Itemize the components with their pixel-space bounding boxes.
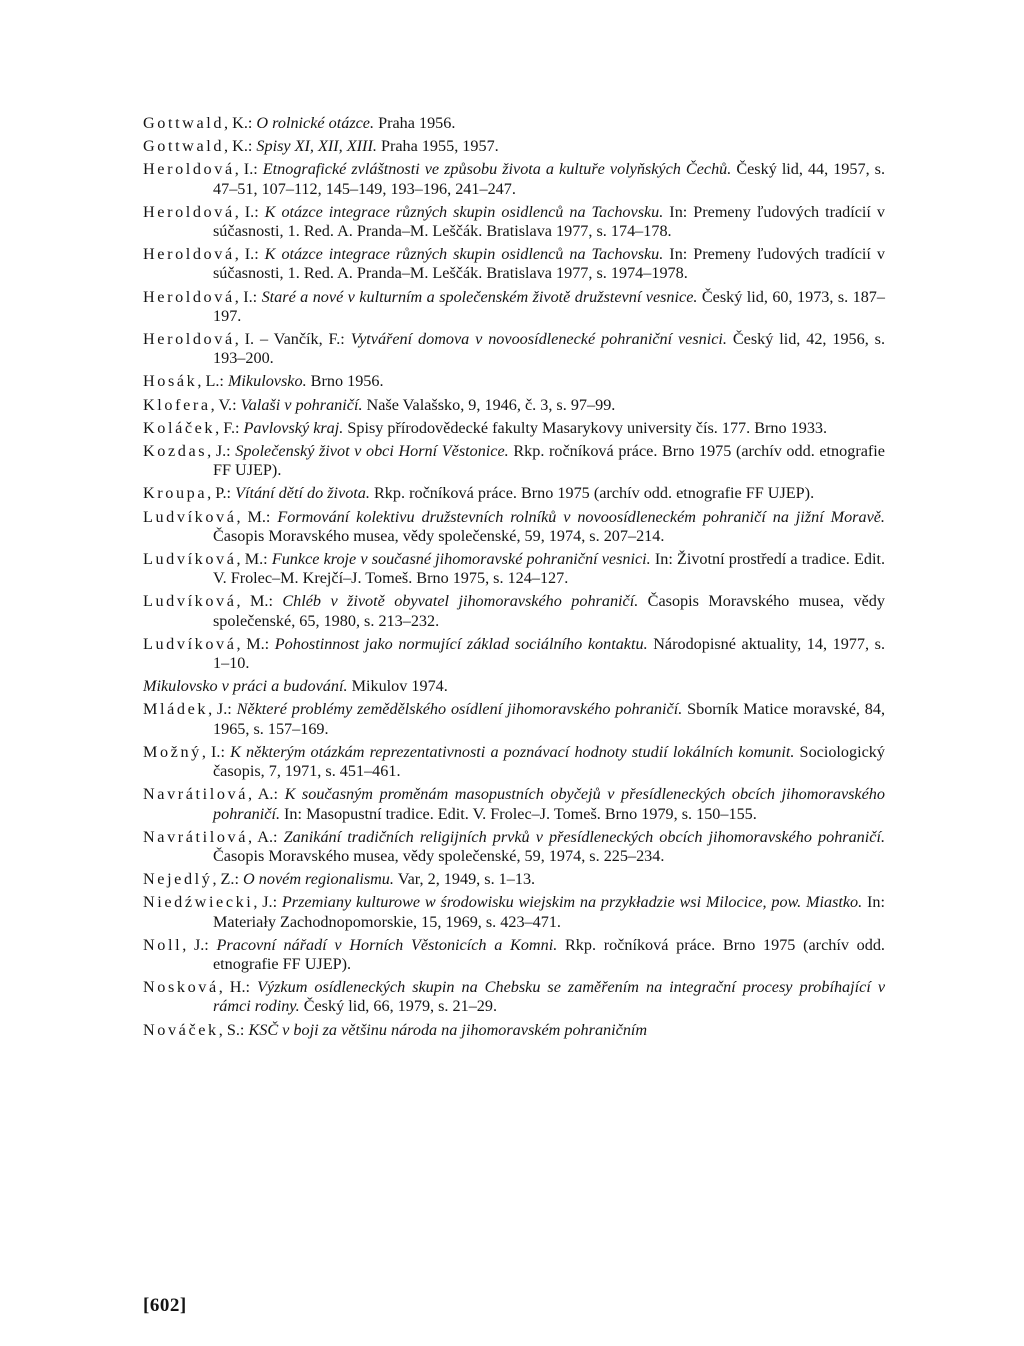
- entry-author: Kroupa: [143, 484, 208, 503]
- entry-title: K otázce integrace různých skupin osidlenců na Tachovsku.: [264, 202, 664, 221]
- entry-title: Výzkum osídleneckých skupin na Chebsku se zaměřením na integrační procesy probíhající v rámci rodiny.: [213, 978, 886, 1016]
- entry-details: Český lid, 42, 1956, s. 193–200.: [213, 330, 886, 368]
- entry-title: Mikulovsko.: [227, 372, 307, 391]
- entry-author: Gottwald: [143, 137, 225, 156]
- entry-author: Kozdas: [143, 442, 208, 461]
- entry-initials: , M.:: [236, 592, 283, 611]
- entry-initials: , I.:: [234, 202, 265, 221]
- bibliography-entry: [143, 442, 885, 480]
- page-number: [602]: [143, 1295, 187, 1316]
- entry-details: In: Premeny ľudových tradícií v súčasnosti, 1. Red. A. Pranda–M. Leščák. Bratislava 1977, s. 174–178.: [213, 202, 885, 241]
- entry-title: K současným proměnám masopustních obyčejů v přesídleneckých obcích jihomoravského pohraničí.: [213, 785, 885, 823]
- entry-title: Zanikání tradičních religijních prvků v přesídleneckých obcích jihomoravského pohraničí.: [283, 827, 886, 846]
- bibliography-entry: [143, 635, 885, 673]
- bibliography-entry: [143, 137, 885, 156]
- entry-details: Praha 1955, 1957.: [376, 137, 499, 156]
- entry-details: Naše Valašsko, 9, 1946, č. 3, s. 97–99.: [362, 395, 616, 414]
- entry-author: Ludvíková: [143, 550, 237, 569]
- entry-author: Noll: [143, 935, 183, 954]
- entry-title: Formování kolektivu družstevních rolníků v novoosídleneckém pohraničí na jižní Moravě.: [277, 507, 885, 526]
- entry-title: Mikulovsko v práci a budování.: [143, 677, 348, 696]
- entry-title: Valaši v pohraničí.: [240, 395, 363, 414]
- entry-title: Vytváření domova v novoosídlenecké pohraniční vesnici.: [350, 330, 727, 349]
- entry-initials: , L.:: [197, 372, 228, 391]
- entry-initials: , M.:: [236, 550, 272, 569]
- entry-author: Mládek: [143, 700, 209, 719]
- bibliography-entry: [143, 203, 885, 241]
- entry-initials: , A.:: [248, 827, 284, 846]
- entry-author: Nejedlý: [143, 870, 213, 889]
- entry-title: Chléb v životě obyvatel jihomoravského pohraničí.: [282, 592, 639, 611]
- entry-details: Rkp. ročníková práce. Brno 1975 (archív odd. etnografie FF UJEP).: [213, 442, 885, 480]
- entry-details: Brno 1956.: [306, 372, 384, 391]
- entry-details: Časopis Moravského musea, vědy společenské, 65, 1980, s. 213–232.: [213, 592, 885, 630]
- entry-initials: , Z.:: [212, 870, 244, 889]
- bibliography-entry: [143, 288, 885, 326]
- entry-author: Niedźwiecki: [143, 893, 254, 912]
- entry-author: Heroldová: [143, 160, 235, 179]
- entry-initials: , J.:: [208, 700, 237, 719]
- entry-title: Etnografické zvláštnosti ve způsobu života a kultuře volyňských Čechů.: [262, 160, 732, 179]
- entry-author: Ludvíková: [143, 507, 237, 526]
- bibliography-entry: [143, 936, 885, 974]
- entry-author: Gottwald: [143, 114, 225, 132]
- entry-initials: , M.:: [236, 507, 278, 526]
- entry-title: K některým otázkám reprezentativnosti a poznávací hodnoty studií lokálních komunit.: [230, 742, 795, 761]
- entry-details: In: Premeny ľudových tradícií v súčasnosti, 1. Red. A. Pranda–M. Leščák. Bratislava 1977, s. 1974–1978.: [213, 245, 885, 283]
- entry-initials: , I.:: [234, 160, 263, 179]
- entry-details: Český lid, 60, 1973, s. 187–197.: [213, 287, 885, 325]
- entry-details: Spisy přírodovědecké fakulty Masarykovy university čís. 177. Brno 1933.: [343, 418, 828, 437]
- entry-details: Časopis Moravského musea, vědy společenské, 59, 1974, s. 225–234.: [213, 846, 665, 865]
- entry-initials: , I. – Vančík, F.:: [234, 330, 351, 349]
- entry-title: Pracovní nářadí v Horních Věstonicích a Komni.: [216, 935, 558, 954]
- bibliography-entry: [143, 677, 885, 696]
- entry-author: Klofera: [143, 395, 211, 414]
- entry-details: Český lid, 44, 1957, s. 47–51, 107–112, 145–149, 193–196, 241–247.: [213, 160, 886, 198]
- bibliography-entry: [143, 1021, 885, 1040]
- bibliography-entry: [143, 893, 885, 931]
- entry-title: Funkce kroje v současné jihomoravské pohraniční vesnici.: [271, 550, 651, 569]
- entry-title: Przemiany kulturowe w środowisku wiejskim na przykładzie wsi Milocice, pow. Miastko.: [281, 893, 863, 912]
- entry-initials: , S.:: [218, 1020, 249, 1039]
- bibliography-entry: [143, 785, 885, 823]
- entry-author: Heroldová: [143, 245, 235, 264]
- bibliography-entry: [143, 592, 885, 630]
- bibliography-entry: [143, 978, 885, 1016]
- entry-details: Časopis Moravského musea, vědy společenské, 59, 1974, s. 207–214.: [213, 526, 665, 545]
- entry-title: Spisy XI, XII, XIII.: [256, 137, 377, 156]
- entry-author: Nováček: [143, 1020, 219, 1039]
- entry-initials: , K.:: [224, 114, 257, 132]
- entry-details: Var, 2, 1949, s. 1–13.: [393, 870, 536, 889]
- entry-title: O novém regionalismu.: [243, 870, 394, 889]
- entry-title: O rolnické otázce.: [256, 114, 375, 132]
- bibliography-entry: [143, 700, 885, 738]
- bibliography-entry: [143, 743, 885, 781]
- entry-initials: , J.:: [253, 893, 282, 912]
- entry-author: Navrátilová: [143, 827, 249, 846]
- entry-details: In: Materiały Zachodnopomorskie, 15, 1969, s. 423–471.: [213, 893, 885, 931]
- entry-details: Národopisné aktuality, 14, 1977, s. 1–10.: [213, 634, 885, 673]
- entry-title: Pavlovský kraj.: [243, 418, 344, 437]
- entry-author: Koláček: [143, 418, 216, 437]
- entry-details: Sociologický časopis, 7, 1971, s. 451–461.: [213, 742, 885, 781]
- entry-initials: , J.:: [207, 442, 236, 461]
- entry-author: Nosková: [143, 978, 219, 997]
- entry-title: K otázce integrace různých skupin osidlenců na Tachovsku.: [264, 245, 664, 264]
- entry-initials: , A.:: [248, 785, 285, 804]
- bibliography-entry: [143, 550, 885, 588]
- entry-author: Ludvíková: [143, 634, 237, 653]
- bibliography-entry: [143, 419, 885, 438]
- entry-initials: , V.:: [210, 395, 241, 414]
- entry-initials: , P.:: [207, 484, 236, 503]
- entry-author: Heroldová: [143, 287, 235, 306]
- entry-initials: , M.:: [236, 634, 275, 653]
- entry-title: KSČ v boji za většinu národa na jihomoravském pohraničním: [248, 1020, 648, 1039]
- bibliography-list: [143, 114, 885, 1044]
- entry-details: Mikulov 1974.: [347, 677, 448, 696]
- bibliography-entry: [143, 508, 885, 546]
- entry-title: Společenský život v obci Horní Věstonice.: [235, 442, 509, 461]
- bibliography-entry: [143, 160, 885, 198]
- bibliography-entry: [143, 330, 885, 368]
- entry-author: Možný: [143, 742, 202, 761]
- entry-initials: , J.:: [182, 935, 217, 954]
- bibliography-entry: [143, 245, 885, 283]
- bibliography-entry: [143, 114, 885, 133]
- bibliography-entry: [143, 484, 885, 503]
- entry-initials: , I.:: [201, 742, 231, 761]
- entry-title: Staré a nové v kulturním a společenském životě družstevní vesnice.: [261, 287, 698, 306]
- entry-initials: , I.:: [234, 287, 262, 306]
- bibliography-entry: [143, 396, 885, 415]
- bibliography-entry: [143, 828, 885, 866]
- entry-initials: , I.:: [234, 245, 265, 264]
- entry-title: Pohostinnost jako normující základ sociálního kontaktu.: [274, 634, 648, 653]
- entry-author: Heroldová: [143, 202, 235, 221]
- entry-details: Rkp. ročníková práce. Brno 1975 (archív odd. etnografie FF UJEP).: [369, 484, 815, 503]
- bibliography-entry: [143, 372, 885, 391]
- bibliography-entry: [143, 870, 885, 889]
- entry-title: Některé problémy zemědělského osídlení jihomoravského pohraničí.: [236, 700, 683, 719]
- entry-author: Navrátilová: [143, 785, 249, 804]
- entry-title: Vítání dětí do života.: [235, 484, 370, 503]
- entry-author: Hosák: [143, 372, 198, 391]
- entry-details: Praha 1956.: [374, 114, 456, 132]
- entry-initials: , F.:: [215, 418, 244, 437]
- entry-initials: , K.:: [224, 137, 257, 156]
- entry-initials: , H.:: [218, 978, 258, 997]
- entry-author: Ludvíková: [143, 592, 237, 611]
- entry-details: Sborník Matice moravské, 84, 1965, s. 157–169.: [213, 700, 885, 738]
- entry-details: Český lid, 66, 1979, s. 21–29.: [299, 997, 498, 1016]
- entry-author: Heroldová: [143, 330, 235, 349]
- entry-details: Rkp. ročníková práce. Brno 1975 (archív odd. etnografie FF UJEP).: [213, 935, 885, 973]
- entry-details: In: Masopustní tradice. Edit. V. Frolec–J. Tomeš. Brno 1979, s. 150–155.: [280, 804, 757, 823]
- entry-details: In: Životní prostředí a tradice. Edit. V. Frolec–M. Krejčí–J. Tomeš. Brno 1975, s. 124–127.: [213, 550, 885, 588]
